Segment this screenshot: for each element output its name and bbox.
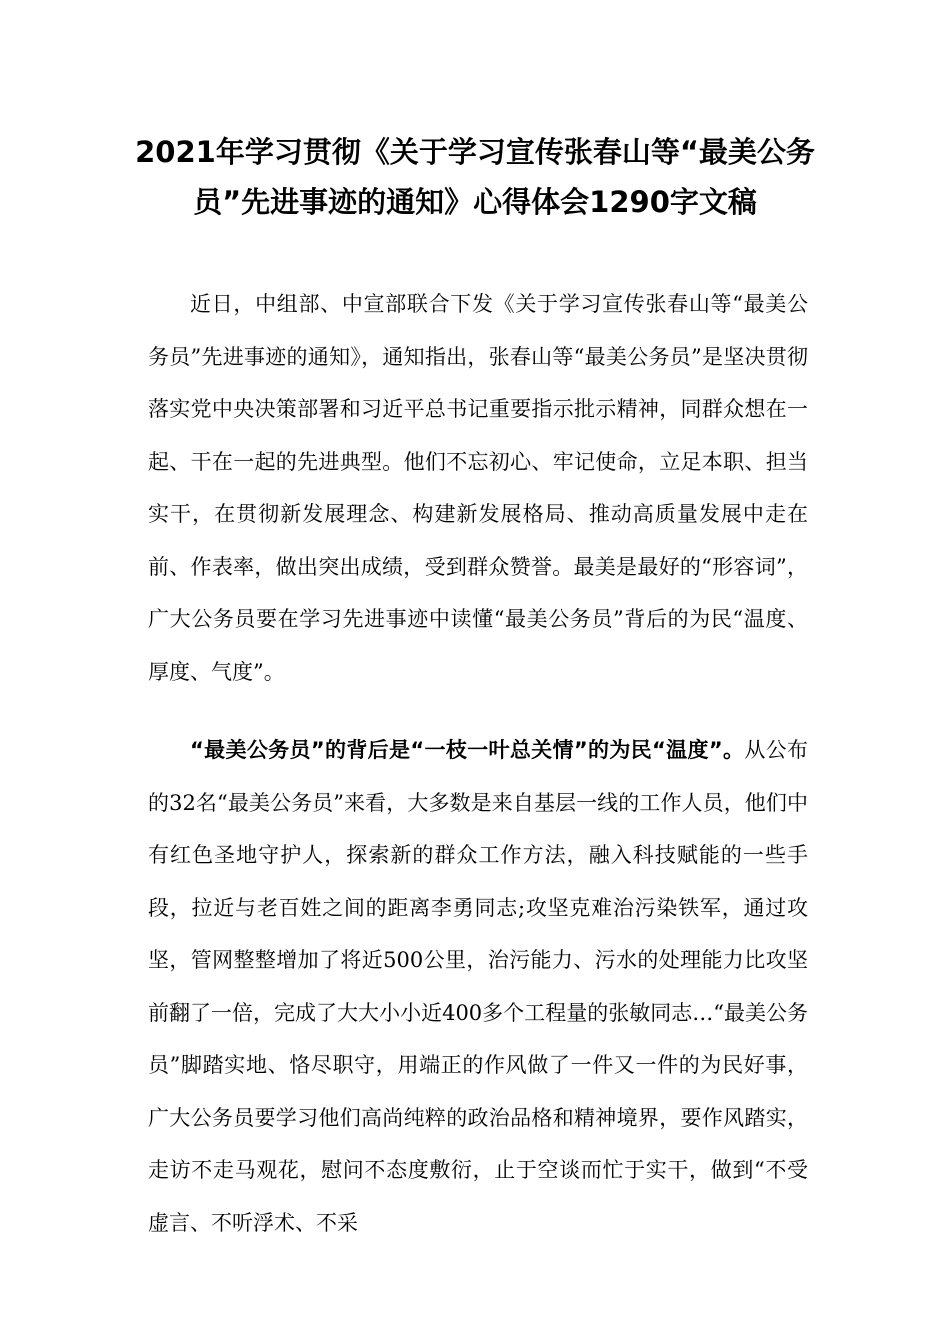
paragraph-intro xyxy=(148,278,808,698)
paragraph-warmth-text: 从公布的32名“最美公务员”来看，大多数是来自基层一线的工作人员，他们中有红色圣地守护人，探索新的群众工作方法，融入科技赋能的一些手段，拉近与老百姓之间的距离李勇同志;攻坚克难治污染铁军，通过攻坚，管网整整增加了将近500公里，治污能力、污水的处理能力比攻坚前翻了一倍，完成了大大小小近400多个工程量的张敏同志…“最美公务员”脚踏实地、恪尽职守，用端正的作风做了一件又一件的为民好事，广大公务员要学习他们高尚纯粹的政治品格和精神境界，要作风踏实，走访不走马观花，慰问不态度敷衍，止于空谈而忙于实干，做到“不受虚言、不听浮术、不采 xyxy=(148,738,809,1235)
paragraph-warmth xyxy=(148,724,808,1249)
document-title: 2021年学习贯彻《关于学习宣传张春山等“最美公务员”先进事迹的通知》心得体会1290字文稿 xyxy=(135,135,815,219)
paragraph-warmth-lead: “最美公务员”的背后是“一枝一叶总关情”的为民“温度”。 xyxy=(190,738,745,762)
paragraph-intro-text: 近日，中组部、中宣部联合下发《关于学习宣传张春山等“最美公务员”先进事迹的通知》，通知指出，张春山等“最美公务员”是坚决贯彻落实党中央决策部署和习近平总书记重要指示批示精神，同群众想在一起、干在一起的先进典型。他们不忘初心、牢记使命，立足本职、担当实干，在贯彻新发展理念、构建新发展格局、推动高质量发展中走在前、作表率，做出突出成绩，受到群众赞誉。最美是最好的“形容词”，广大公务员要在学习先进事迹中读懂“最美公务员”背后的为民“温度、厚度、气度”。 xyxy=(148,292,808,684)
